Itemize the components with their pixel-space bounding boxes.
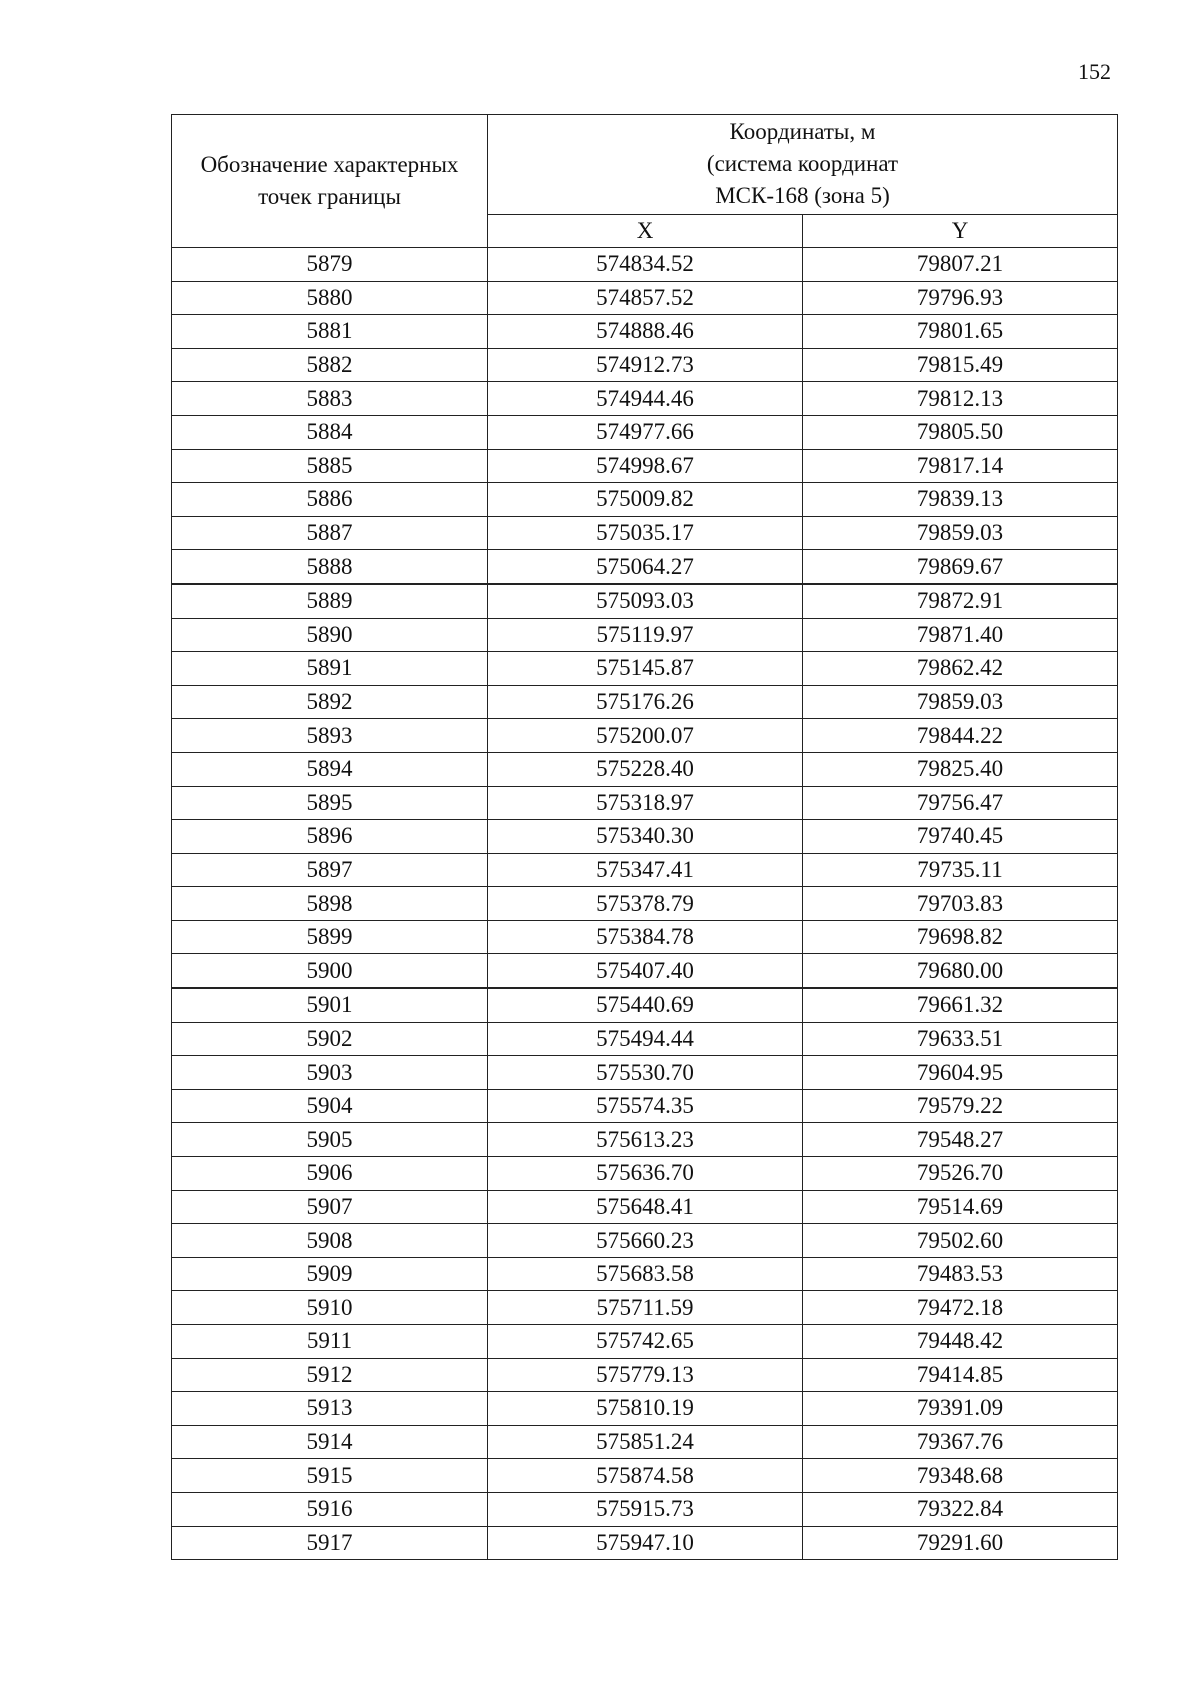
point-id-cell: 5896: [172, 820, 488, 854]
x-coordinate-cell: 575636.70: [488, 1157, 803, 1191]
table-row: [172, 483, 1118, 517]
y-coordinate-cell: 79869.67: [803, 550, 1118, 584]
point-id-cell: 5908: [172, 1224, 488, 1258]
point-id-cell: 5882: [172, 348, 488, 382]
y-coordinate-cell: 79872.91: [803, 584, 1118, 618]
table-row: [172, 920, 1118, 954]
table-row: [172, 1358, 1118, 1392]
x-coordinate-cell: 575093.03: [488, 584, 803, 618]
y-coordinate-cell: 79483.53: [803, 1257, 1118, 1291]
table-row: [172, 719, 1118, 753]
point-id-cell: 5895: [172, 786, 488, 820]
table-row: [172, 1325, 1118, 1359]
coordinates-header: [488, 115, 1118, 215]
point-id-cell: 5889: [172, 584, 488, 618]
x-coordinate-cell: 575742.65: [488, 1325, 803, 1359]
y-coordinate-cell: 79807.21: [803, 248, 1118, 282]
x-coordinate-cell: 575574.35: [488, 1089, 803, 1123]
x-coordinate-cell: 575384.78: [488, 920, 803, 954]
table-row: [172, 1123, 1118, 1157]
y-coordinate-cell: 79604.95: [803, 1056, 1118, 1090]
point-id-cell: 5907: [172, 1190, 488, 1224]
y-coordinate-cell: 79548.27: [803, 1123, 1118, 1157]
table-row: [172, 382, 1118, 416]
y-coordinate-cell: 79801.65: [803, 315, 1118, 349]
x-coordinate-cell: 575947.10: [488, 1526, 803, 1560]
table-row: [172, 1157, 1118, 1191]
table-row: [172, 449, 1118, 483]
x-coordinate-cell: 574888.46: [488, 315, 803, 349]
point-id-cell: 5916: [172, 1492, 488, 1526]
point-id-cell: 5912: [172, 1358, 488, 1392]
x-coordinate-cell: 575810.19: [488, 1392, 803, 1426]
y-coordinate-cell: 79703.83: [803, 887, 1118, 921]
table-row: [172, 1089, 1118, 1123]
point-id-cell: 5902: [172, 1022, 488, 1056]
x-coordinate-cell: 574998.67: [488, 449, 803, 483]
x-coordinate-cell: 575378.79: [488, 887, 803, 921]
y-coordinate-cell: 79805.50: [803, 415, 1118, 449]
table-row: [172, 584, 1118, 618]
coordinates-header-line1: Координаты, м: [729, 119, 876, 145]
table-row: [172, 1190, 1118, 1224]
x-coordinate-cell: 575874.58: [488, 1459, 803, 1493]
table-row: [172, 415, 1118, 449]
page-number: 152: [1078, 59, 1111, 84]
y-coordinate-cell: 79812.13: [803, 382, 1118, 416]
x-coordinate-cell: 575683.58: [488, 1257, 803, 1291]
x-coordinate-cell: 575440.69: [488, 988, 803, 1022]
point-id-cell: 5910: [172, 1291, 488, 1325]
table-row: [172, 281, 1118, 315]
point-id-cell: 5886: [172, 483, 488, 517]
point-id-cell: 5890: [172, 618, 488, 652]
table-row: [172, 853, 1118, 887]
table-row: [172, 550, 1118, 584]
y-coordinate-cell: 79514.69: [803, 1190, 1118, 1224]
y-coordinate-cell: 79661.32: [803, 988, 1118, 1022]
x-coordinate-cell: 575064.27: [488, 550, 803, 584]
table-body: [172, 248, 1118, 1560]
table-row: [172, 1257, 1118, 1291]
x-coordinate-cell: 575318.97: [488, 786, 803, 820]
y-coordinate-cell: 79862.42: [803, 652, 1118, 686]
x-coordinate-cell: 575613.23: [488, 1123, 803, 1157]
x-coordinate-cell: 575711.59: [488, 1291, 803, 1325]
point-id-cell: 5911: [172, 1325, 488, 1359]
x-coordinate-cell: 575347.41: [488, 853, 803, 887]
y-coordinate-cell: 79322.84: [803, 1492, 1118, 1526]
y-coordinate-cell: 79633.51: [803, 1022, 1118, 1056]
y-coordinate-cell: 79796.93: [803, 281, 1118, 315]
table-row: [172, 315, 1118, 349]
y-coordinate-cell: 79348.68: [803, 1459, 1118, 1493]
table-header: [172, 115, 1118, 248]
table-row: [172, 348, 1118, 382]
point-id-cell: 5887: [172, 516, 488, 550]
x-coordinate-cell: 575648.41: [488, 1190, 803, 1224]
point-id-cell: 5900: [172, 954, 488, 988]
point-id-cell: 5883: [172, 382, 488, 416]
coordinates-header-line2: (система координат: [706, 151, 899, 177]
point-id-cell: 5915: [172, 1459, 488, 1493]
table-row: [172, 1224, 1118, 1258]
y-coordinate-cell: 79735.11: [803, 853, 1118, 887]
table-row: [172, 1392, 1118, 1426]
x-coordinate-cell: 575779.13: [488, 1358, 803, 1392]
y-coordinate-cell: 79448.42: [803, 1325, 1118, 1359]
point-designation-header: Обозначение характерных точек границы: [172, 115, 488, 248]
table-row: [172, 954, 1118, 988]
y-coordinate-cell: 79815.49: [803, 348, 1118, 382]
x-coordinate-cell: 574857.52: [488, 281, 803, 315]
point-id-cell: 5898: [172, 887, 488, 921]
x-coordinate-cell: 575145.87: [488, 652, 803, 686]
table-row: [172, 516, 1118, 550]
x-coordinate-cell: 574977.66: [488, 415, 803, 449]
y-coordinate-cell: 79859.03: [803, 685, 1118, 719]
y-coordinate-cell: 79502.60: [803, 1224, 1118, 1258]
y-coordinate-cell: 79579.22: [803, 1089, 1118, 1123]
table-row: [172, 685, 1118, 719]
x-coordinate-cell: 574834.52: [488, 248, 803, 282]
y-coordinate-cell: 79680.00: [803, 954, 1118, 988]
table-row: [172, 887, 1118, 921]
y-coordinate-cell: 79740.45: [803, 820, 1118, 854]
point-id-cell: 5888: [172, 550, 488, 584]
y-coordinate-cell: 79844.22: [803, 719, 1118, 753]
x-coordinate-cell: 574944.46: [488, 382, 803, 416]
x-coordinate-cell: 575009.82: [488, 483, 803, 517]
y-coordinate-cell: 79859.03: [803, 516, 1118, 550]
x-coordinate-cell: 575228.40: [488, 752, 803, 786]
point-id-cell: 5892: [172, 685, 488, 719]
y-coordinate-cell: 79414.85: [803, 1358, 1118, 1392]
x-coordinate-cell: 575200.07: [488, 719, 803, 753]
x-coordinate-cell: 575407.40: [488, 954, 803, 988]
point-id-cell: 5880: [172, 281, 488, 315]
y-coordinate-cell: 79825.40: [803, 752, 1118, 786]
point-id-cell: 5914: [172, 1425, 488, 1459]
coordinates-header-line3: МСК-168 (зона 5): [715, 183, 890, 209]
table-row: [172, 618, 1118, 652]
table-row: [172, 752, 1118, 786]
x-coordinate-cell: 575851.24: [488, 1425, 803, 1459]
table-row: [172, 786, 1118, 820]
y-coordinate-cell: 79839.13: [803, 483, 1118, 517]
x-column-header: X: [488, 214, 803, 247]
table-row: [172, 988, 1118, 1022]
table-row: [172, 1425, 1118, 1459]
table-row: [172, 1022, 1118, 1056]
point-id-cell: 5906: [172, 1157, 488, 1191]
table-row: [172, 1056, 1118, 1090]
point-id-cell: 5909: [172, 1257, 488, 1291]
y-coordinate-cell: 79698.82: [803, 920, 1118, 954]
table-row: [172, 1459, 1118, 1493]
y-coordinate-cell: 79871.40: [803, 618, 1118, 652]
y-coordinate-cell: 79817.14: [803, 449, 1118, 483]
x-coordinate-cell: 575530.70: [488, 1056, 803, 1090]
x-coordinate-cell: 575119.97: [488, 618, 803, 652]
y-column-header: Y: [803, 214, 1118, 247]
y-coordinate-cell: 79756.47: [803, 786, 1118, 820]
table-row: [172, 1492, 1118, 1526]
table-row: [172, 652, 1118, 686]
point-id-cell: 5881: [172, 315, 488, 349]
x-coordinate-cell: 575176.26: [488, 685, 803, 719]
y-coordinate-cell: 79526.70: [803, 1157, 1118, 1191]
table-row: [172, 1291, 1118, 1325]
x-coordinate-cell: 575915.73: [488, 1492, 803, 1526]
point-id-cell: 5894: [172, 752, 488, 786]
point-id-cell: 5904: [172, 1089, 488, 1123]
x-coordinate-cell: 575660.23: [488, 1224, 803, 1258]
point-id-cell: 5899: [172, 920, 488, 954]
table-row: [172, 820, 1118, 854]
point-id-cell: 5917: [172, 1526, 488, 1560]
point-id-cell: 5884: [172, 415, 488, 449]
point-id-cell: 5913: [172, 1392, 488, 1426]
y-coordinate-cell: 79391.09: [803, 1392, 1118, 1426]
point-id-cell: 5893: [172, 719, 488, 753]
table-row: [172, 248, 1118, 282]
y-coordinate-cell: 79472.18: [803, 1291, 1118, 1325]
point-id-cell: 5879: [172, 248, 488, 282]
coordinates-table: [171, 114, 1118, 1560]
x-coordinate-cell: 575035.17: [488, 516, 803, 550]
x-coordinate-cell: 575494.44: [488, 1022, 803, 1056]
x-coordinate-cell: 575340.30: [488, 820, 803, 854]
point-id-cell: 5903: [172, 1056, 488, 1090]
point-id-cell: 5905: [172, 1123, 488, 1157]
point-id-cell: 5897: [172, 853, 488, 887]
point-id-cell: 5885: [172, 449, 488, 483]
point-id-cell: 5901: [172, 988, 488, 1022]
table-row: [172, 1526, 1118, 1560]
x-coordinate-cell: 574912.73: [488, 348, 803, 382]
y-coordinate-cell: 79367.76: [803, 1425, 1118, 1459]
y-coordinate-cell: 79291.60: [803, 1526, 1118, 1560]
point-id-cell: 5891: [172, 652, 488, 686]
